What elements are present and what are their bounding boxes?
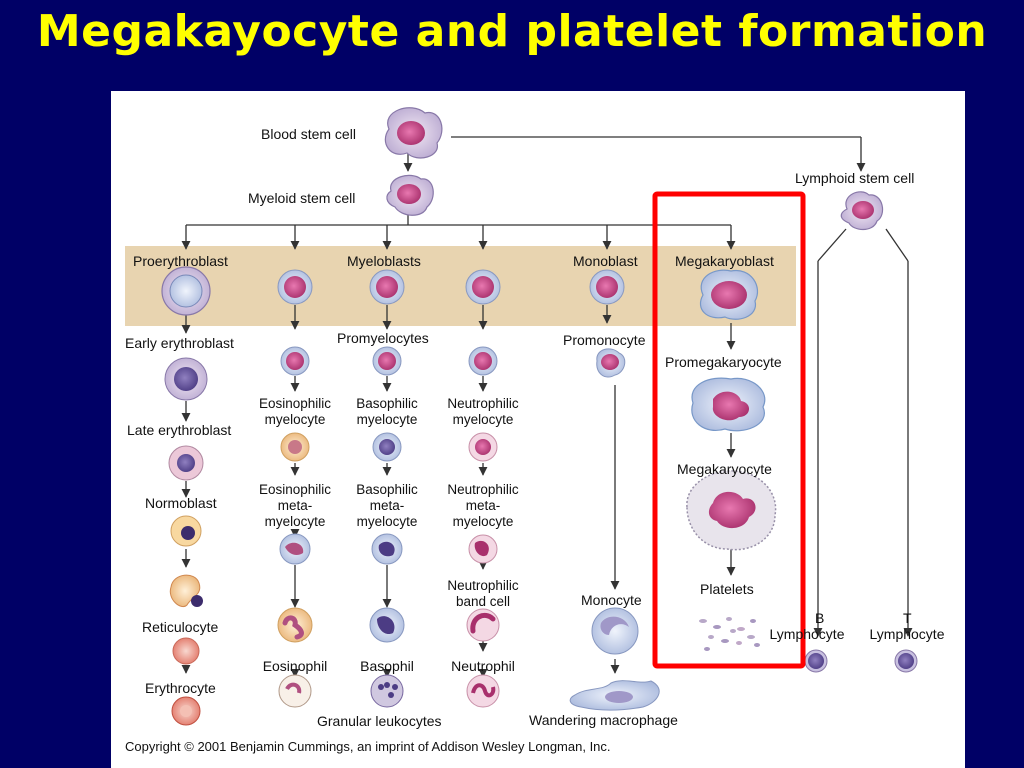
granular-leukocyte-basophil (371, 675, 403, 707)
label-early-erythroblast: Early erythroblast (125, 335, 234, 351)
label-promegakaryocyte: Promegakaryocyte (665, 354, 782, 370)
promyelocyte-cell-3 (469, 347, 497, 375)
myeloblast-cell-3 (466, 270, 500, 304)
label-baso-meta-3: myelocyte (356, 514, 418, 529)
granular-leukocyte-eosinophil (279, 675, 311, 707)
promyelocyte-cell-2 (373, 347, 401, 375)
neutrophilic-myelocyte-cell (469, 433, 497, 461)
label-t-lymphocyte: Lymphocyte (869, 626, 945, 642)
basophilic-myelocyte-cell (373, 433, 401, 461)
label-eosinophil: Eosinophil (262, 658, 328, 674)
label-megakaryoblast: Megakaryoblast (675, 253, 774, 269)
label-myeloid-stem-cell: Myeloid stem cell (248, 190, 356, 206)
monocyte-cell (592, 608, 638, 654)
reticulocyte-cell (170, 575, 203, 607)
label-baso-meta-2: meta- (369, 498, 405, 513)
eosinophilic-myelocyte-cell (281, 433, 309, 461)
promyelocyte-cell-1 (281, 347, 309, 375)
label-wandering-macrophage: Wandering macrophage (529, 712, 678, 728)
megakaryoblast-cell (700, 270, 757, 319)
label-megakaryocyte: Megakaryocyte (677, 461, 772, 477)
label-b-top: B (815, 610, 825, 626)
early-erythroblast-cell (165, 358, 207, 400)
label-lymphoid-stem-cell: Lymphoid stem cell (795, 170, 915, 186)
label-neut-myelocyte-1: Neutrophilic (447, 396, 519, 411)
proerythroblast-cell (162, 267, 210, 315)
normoblast-cell (171, 516, 201, 546)
label-promonocyte: Promonocyte (563, 332, 646, 348)
myeloblast-cell-2 (370, 270, 404, 304)
label-promyelocytes: Promyelocytes (337, 330, 429, 346)
late-erythroblast-cell (169, 446, 203, 480)
hematopoiesis-figure (111, 91, 965, 768)
label-blood-stem-cell: Blood stem cell (261, 126, 356, 142)
blood-stem-cell (385, 108, 442, 158)
erythrocyte-cell (172, 697, 200, 725)
label-eos-myelocyte-2: myelocyte (264, 412, 326, 427)
label-baso-myelocyte-1: Basophilic (356, 396, 418, 411)
myeloblast-cell-1 (278, 270, 312, 304)
monoblast-cell (590, 270, 624, 304)
label-eos-myelocyte-1: Eosinophilic (258, 396, 332, 411)
label-basophil: Basophil (360, 658, 414, 674)
label-neut-meta-2: meta- (465, 498, 501, 513)
label-normoblast: Normoblast (145, 495, 217, 511)
label-eos-meta-1: Eosinophilic (258, 482, 332, 497)
label-neut-band-1: Neutrophilic (447, 578, 519, 593)
label-b-lymphocyte: Lymphocyte (769, 626, 845, 642)
label-monoblast: Monoblast (573, 253, 638, 269)
neutrophilic-band-cell (467, 609, 499, 641)
megakaryocyte-cell (687, 471, 776, 550)
label-reticulocyte: Reticulocyte (142, 619, 219, 635)
lymphoid-stem-cell (841, 192, 882, 230)
wandering-macrophage-cell (570, 681, 659, 710)
label-neut-meta-1: Neutrophilic (447, 482, 519, 497)
label-monocyte: Monocyte (581, 592, 642, 608)
label-proerythroblast: Proerythroblast (133, 253, 228, 269)
label-baso-myelocyte-2: myelocyte (356, 412, 418, 427)
granular-leukocyte-neutrophil (467, 675, 499, 707)
label-neut-band-2: band cell (455, 594, 511, 609)
copyright-text: Copyright © 2001 Benjamin Cummings, an imprint of Addison Wesley Longman, Inc. (125, 739, 611, 754)
label-late-erythroblast: Late erythroblast (127, 422, 232, 438)
label-neut-meta-3: myelocyte (452, 514, 514, 529)
myeloid-stem-cell (387, 175, 433, 215)
t-lymphocyte-cell (895, 650, 917, 672)
b-lymphocyte-cell (805, 650, 827, 672)
label-myeloblasts: Myeloblasts (347, 253, 421, 269)
slide-title: Megakayocyte and platelet formation (36, 6, 988, 57)
eosinophil-cell (278, 608, 312, 642)
label-neut-myelocyte-2: myelocyte (452, 412, 514, 427)
hematopoiesis-diagram (111, 91, 965, 768)
neutrophilic-metamyelocyte-cell (469, 535, 497, 563)
label-granular-leukocytes: Granular leukocytes (317, 713, 442, 729)
basophil-cell (370, 608, 404, 642)
label-platelets: Platelets (700, 581, 754, 597)
label-erythrocyte: Erythrocyte (145, 680, 216, 696)
platelets-cluster (699, 617, 760, 651)
basophilic-metamyelocyte-cell (372, 534, 402, 564)
label-baso-meta-1: Basophilic (356, 482, 418, 497)
label-eos-meta-2: meta- (277, 498, 313, 513)
label-t-top: T (903, 610, 912, 626)
label-neutrophil: Neutrophil (451, 658, 515, 674)
promonocyte-cell (597, 349, 625, 377)
reticulocyte-bottom-cell (173, 638, 199, 664)
eosinophilic-metamyelocyte-cell (280, 534, 310, 564)
promegakaryocyte-cell (692, 378, 765, 431)
label-eos-meta-3: myelocyte (264, 514, 326, 529)
